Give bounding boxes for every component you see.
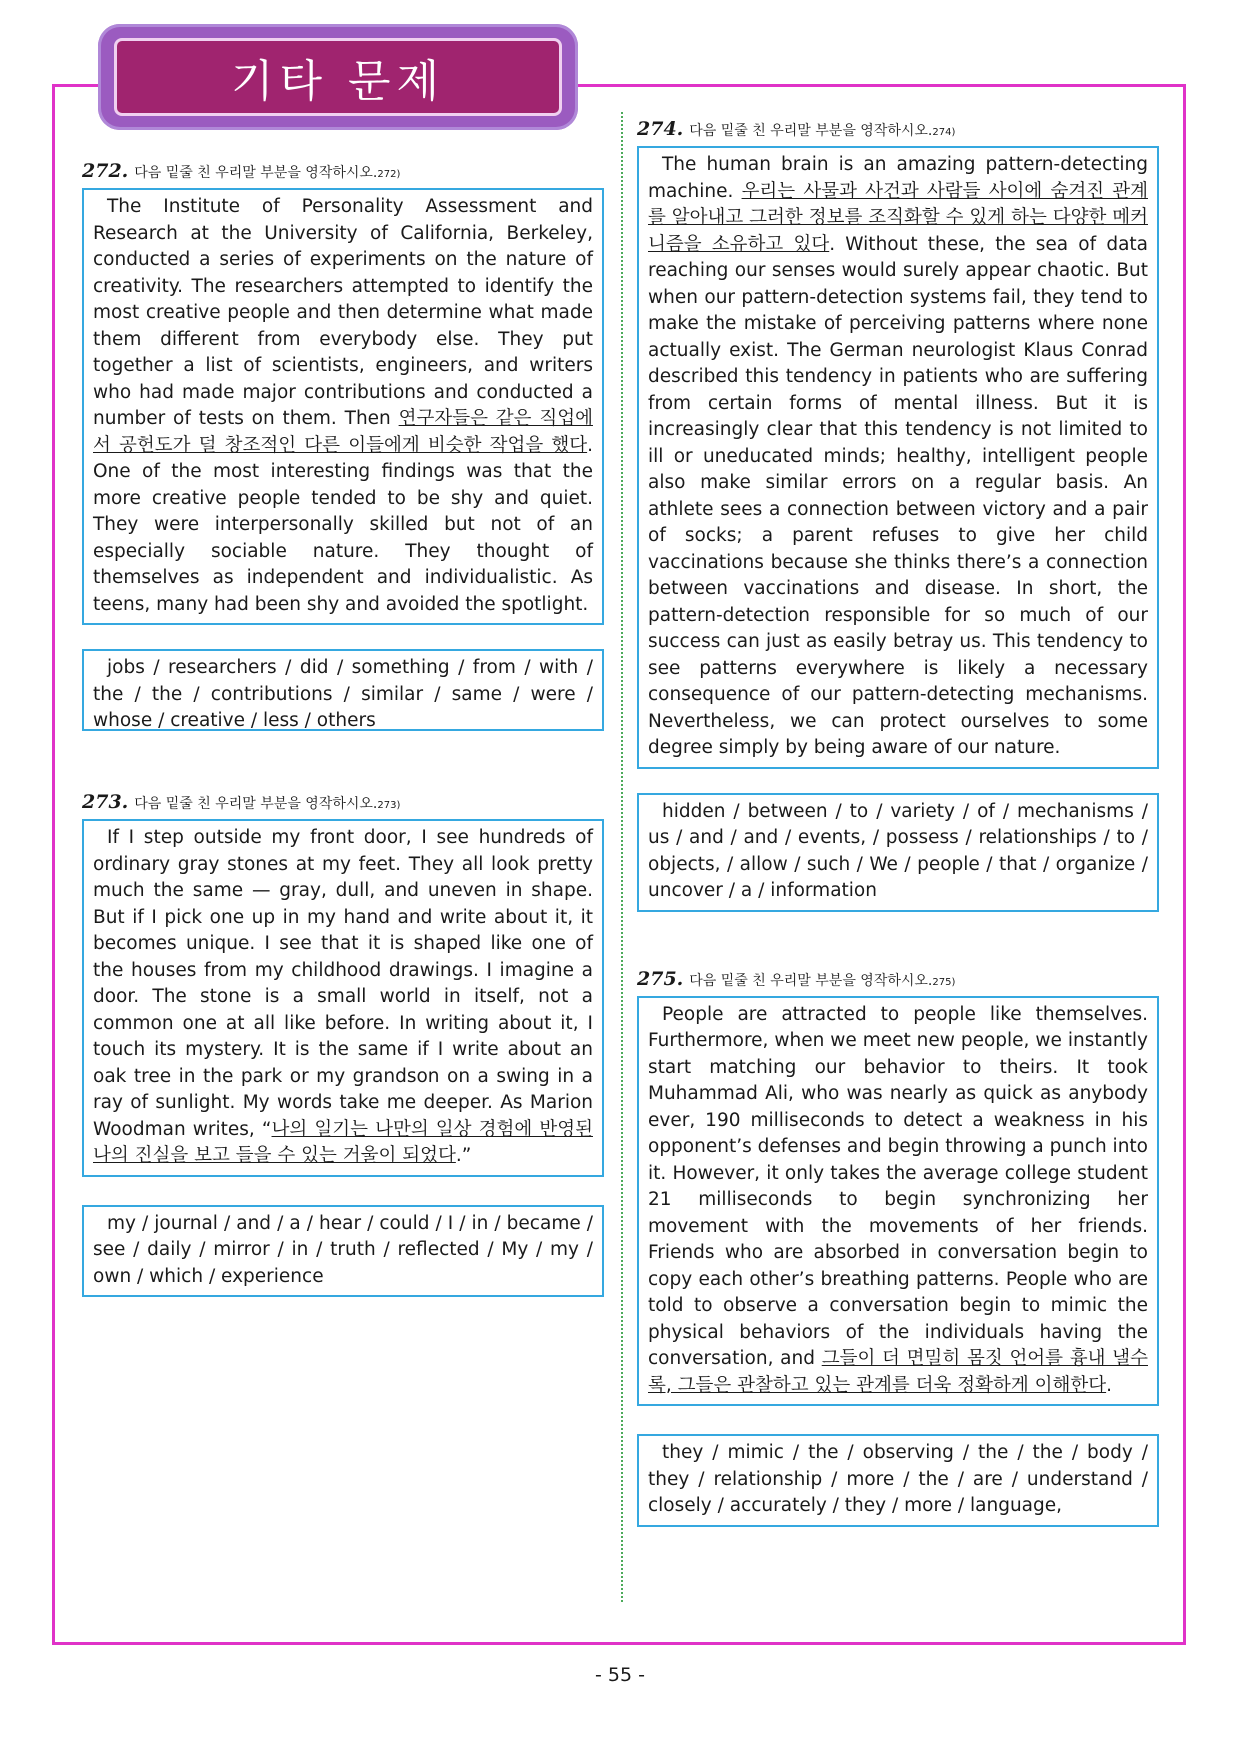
underlined-korean: 우리는 사물과 사건과 사람들 사이에 숨겨진 관계를 알아내고 그러한 정보를 조직화할 수 있게 하는 다양한 메커니즘을 소유하고 있다 bbox=[648, 180, 1148, 255]
right-column bbox=[637, 118, 1159, 1527]
question-272 bbox=[82, 160, 604, 731]
passage-box: The Institute of Personality Assessment and Research at the University of California, Berkeley, conducted a series of experiments on the nature of creativity. The researchers attempted to identify the most creative people and then determine what made them different from everybody else. They put together a list of scientists, engineers, and writers who had made major contributions and conducted a number of tests on them. Then 연구자들은 같은 직업에서 공헌도가 덜 창조적인 다른 이들에게 비슷한 작업을 했다. One of the most interesting findings was that the more creative people tended to be shy and quiet. They were interpersonally skilled but not of an especially sociable nature. They thought of themselves as independent and individualistic. As teens, many had been shy and avoided the spotlight. bbox=[82, 188, 604, 625]
footnote-ref: 275) bbox=[932, 976, 956, 988]
question-number: 275. bbox=[637, 967, 684, 990]
word-bank: jobs / researchers / did / something / from / with / the / the / contributions / similar / same / were / whose / creative / less / others bbox=[82, 649, 604, 731]
question-instruction: 다음 밑줄 친 우리말 부분을 영작하시오. bbox=[134, 165, 378, 181]
footnote-ref: 274) bbox=[932, 127, 956, 138]
footnote-ref: 272) bbox=[377, 169, 401, 180]
passage-box: People are attracted to people like themselves. Furthermore, when we meet new people, we instantly start matching our behavior to theirs. It took Muhammad Ali, who was nearly as quick as anybody ever, 190 milliseconds to detect a weakness in his opponent’s defenses and begin throwing a punch into it. However, it only takes the average college student 21 milliseconds to begin synchronizing her movement with the movements of her friends. Friends who are absorbed in conversation begin to copy each other’s breathing patterns. People who are told to observe a conversation begin to mimic the physical behaviors of the individuals having the conversation, and 그들이 더 면밀히 몸짓 언어를 흉내 낼수록, 그들은 관찰하고 있는 관계를 더욱 정확하게 이해한다. bbox=[637, 996, 1159, 1407]
section-title: 기타 문제 bbox=[230, 56, 445, 107]
question-273 bbox=[82, 791, 604, 1297]
question-instruction: 다음 밑줄 친 우리말 부분을 영작하시오. bbox=[689, 972, 933, 989]
question-number: 273. bbox=[82, 791, 129, 813]
question-header bbox=[82, 791, 604, 813]
word-bank: they / mimic / the / observing / the / the / body / they / relationship / more / the / are / understand / closely / accurately / they / more / language, bbox=[637, 1434, 1159, 1527]
question-header bbox=[82, 160, 604, 182]
question-number: 272. bbox=[82, 160, 129, 182]
underlined-korean: 그들이 더 면밀히 몸짓 언어를 흉내 낼수록, 그들은 관찰하고 있는 관계를 더욱 정확하게 이해한다 bbox=[648, 1348, 1148, 1396]
question-instruction: 다음 밑줄 친 우리말 부분을 영작하시오. bbox=[134, 796, 378, 812]
question-274 bbox=[637, 118, 1159, 912]
page-number: - 55 - bbox=[595, 1664, 645, 1686]
question-header bbox=[637, 968, 1159, 990]
underlined-korean: 나의 일기는 나만의 일상 경험에 반영된 나의 진실을 보고 들을 수 있는 거울이 되었다 bbox=[93, 1118, 593, 1166]
word-bank: my / journal / and / a / hear / could / I / in / became / see / daily / mirror / in / truth / reflected / My / my / own / which / experience bbox=[82, 1205, 604, 1298]
question-275 bbox=[637, 968, 1159, 1527]
question-number: 274. bbox=[637, 118, 684, 140]
section-title-badge bbox=[98, 24, 578, 130]
column-divider bbox=[621, 112, 623, 1602]
footnote-ref: 273) bbox=[377, 800, 401, 811]
passage-box: If I step outside my front door, I see hundreds of ordinary gray stones at my feet. They all look pretty much the same — gray, dull, and uneven in shape. But if I pick one up in my hand and write about it, it becomes unique. I see that it is shaped like one of the houses from my childhood drawings. I imagine a door. The stone is a small world in itself, not a common one at all like before. In writing about it, I touch its mystery. It is the same if I write about an oak tree in the park or my grandson on a swing in a ray of sunlight. My words take me deeper. As Marion Woodman writes, “나의 일기는 나만의 일상 경험에 반영된 나의 진실을 보고 들을 수 있는 거울이 되었다.” bbox=[82, 819, 604, 1177]
passage-box: The human brain is an amazing pattern-detecting machine. 우리는 사물과 사건과 사람들 사이에 숨겨진 관계를 알아내고 그러한 정보를 조직화할 수 있게 하는 다양한 메커니즘을 소유하고 있다. Without these, the sea of data reaching our senses would surely appear chaotic. But when our pattern-detection systems fail, they tend to make the mistake of perceiving patterns where none actually exist. The German neurologist Klaus Conrad described this tendency in patients who are suffering from certain forms of mental illness. But it is increasingly clear that this tendency is not limited to ill or uneducated minds; healthy, intelligent people also make similar errors on a regular basis. An athlete sees a connection between victory and a pair of socks; a parent refuses to give her child vaccinations because she thinks there’s a connection between vaccinations and disease. In short, the pattern-detection responsible for so much of our success can just as easily betray us. This tendency to see patterns everywhere is likely a necessary consequence of our pattern-detecting mechanisms. Nevertheless, we can protect ourselves to some degree simply by being aware of our nature. bbox=[637, 146, 1159, 769]
question-instruction: 다음 밑줄 친 우리말 부분을 영작하시오. bbox=[689, 123, 933, 139]
question-header bbox=[637, 118, 1159, 140]
word-bank: hidden / between / to / variety / of / mechanisms / us / and / and / events, / possess / relationships / to / objects, / allow / such / We / people / that / organize / uncover / a / information bbox=[637, 793, 1159, 912]
left-column bbox=[82, 0, 604, 1297]
underlined-korean: 연구자들은 같은 직업에서 공헌도가 덜 창조적인 다른 이들에게 비슷한 작업을 했다 bbox=[93, 408, 593, 456]
